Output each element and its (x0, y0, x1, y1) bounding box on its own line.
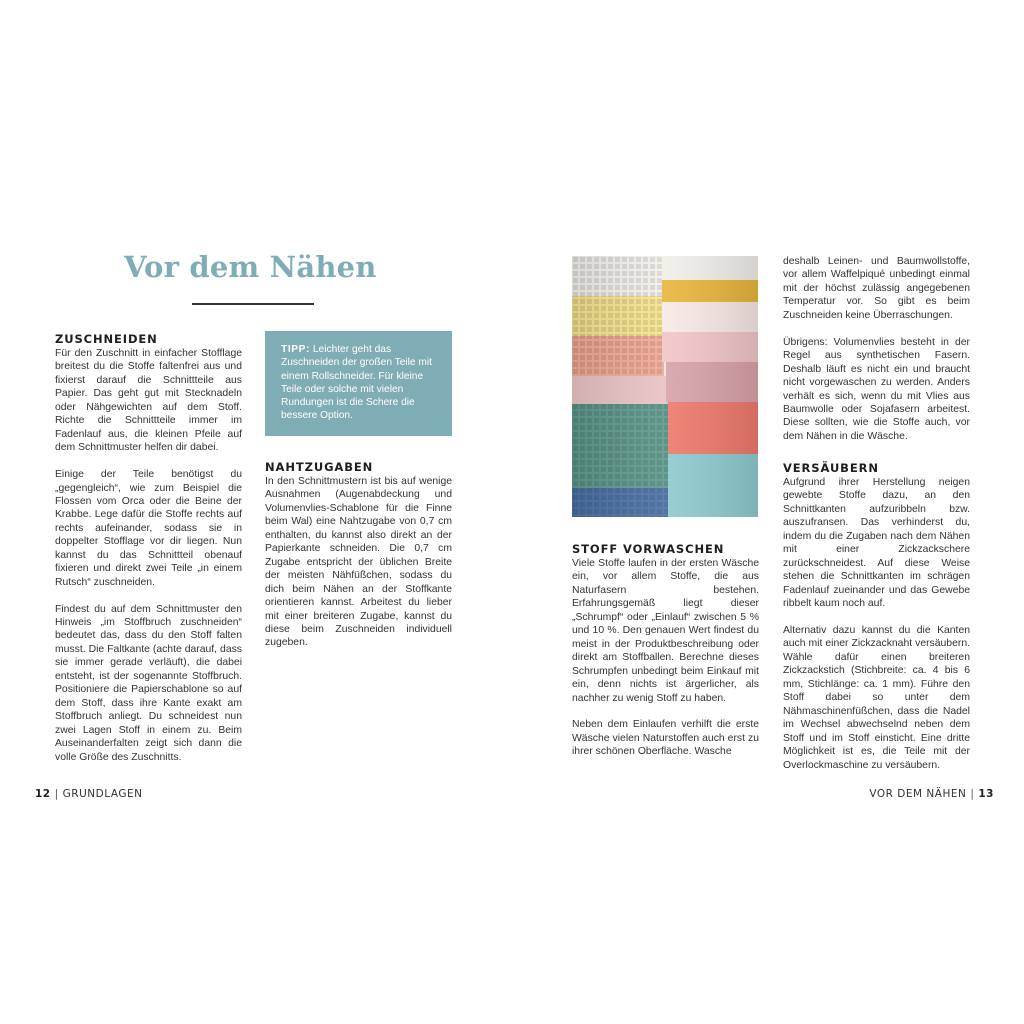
paragraph: Findest du auf dem Schnittmuster den Hinweis „im Stoffbruch zuschneiden“ bedeutet das, dass du den Stoff falten musst. Die Faltkante (achte darauf, dass sie immer gerade verläuft), die dabei entsteht, ist der sogenannte Stoffbruch. Positioniere die Papierschablone so auf dem Stoff, dass ihre Kante exakt am Stoffbruch anliegt. Du schneidest nun zwei Lagen Stoff in einem zu. Beim Auseinanderfalten zeigt sich dann die volle Größe des Zuschnitts. (55, 603, 242, 763)
text-zuschneiden (55, 347, 242, 764)
footer-separator: | (970, 788, 975, 800)
paragraph: Aufgrund ihrer Herstellung neigen gewebte Stoffe dazu, an den Schnittkanten aufzuribbeln bzw. auszufransen. Das verhinderst du, indem du die Zugaben nach dem Nähen mit einer Zickzackschere zurückschneidest. Auf diese Weise stehen die Schnittkanten im schrägen Fadenlauf zueinander und das Gewebe ribbelt kaum noch auf. (783, 477, 970, 610)
paragraph: Alternativ dazu kannst du die Kanten auch mit einer Zickzacknaht versäubern. Wähle dafür einen breiteren Zickzackstich (Stichbreite: ca. 4 bis 6 mm, Stichlänge: ca. 1 mm). Führe den Stoff dabei so unter dem Nähmaschinenfüßchen, dass die Nadel im Wechsel abwechselnd neben dem Stoff und im Stoff einsticht. Eine dritte Möglichkeit ist es, die Teile mit der Overlockmaschine zu versäubern. (783, 624, 970, 771)
footer-section: GRUNDLAGEN (62, 788, 143, 800)
heading-stoff-vorwaschen: STOFF VORWASCHEN (572, 542, 725, 556)
paragraph: Einige der Teile benötigst du „gegengleich“, wie zum Beispiel die Flossen vom Orca oder die Beine der Krabbe. Lege dafür die Stoffe rechts auf rechts aufeinander, sodass sie in doppelter Stofflage vor dir liegen. Nun kannst du das Schnittteil obenauf fixieren und direkt zwei Teile „in einem Rutsch“ zuschneiden. (55, 469, 242, 588)
tip-body: Leichter geht das Zuschneiden der großen Teile mit einem Rollschneider. Für kleine Teile oder solche mit vielen Rundungen ist die Schere die bessere Option. (281, 344, 433, 422)
paragraph: Übrigens: Volumenvlies besteht in der Regel aus synthetischen Fasern. Deshalb läuft es nicht ein und braucht nicht vorgewaschen zu werden. Anders verhält es sich, wenn du mit Vlies aus Baumwolle oder Sojafasern arbeitest. Diese sollten, wie die Stoffe auch, vor dem Nähen in die Wäsche. (783, 336, 970, 442)
paragraph: Neben dem Einlaufen verhilft die erste Wäsche vielen Naturstoffen auch erst zu ihrer schönen Oberfläche. Wasche (572, 719, 759, 758)
footer-right (869, 788, 994, 800)
tip-label: TIPP: (281, 344, 311, 355)
title-underline (192, 303, 314, 305)
paragraph: Viele Stoffe laufen in der ersten Wäsche ein, vor allem Stoffe, die aus Naturfasern bestehen. Erfahrungsgemäß liegt dieser „Schrumpf“ oder „Einlauf“ zwischen 5 % und 10 %. Den genauen Wert findest du meist in der Produktbeschreibung oder direkt am Stoffballen. Berechne dieses Schrumpfen unbedingt beim Einkauf mit ein, denn nichts ist ärgerlicher, als nachher zu wenig Stoff zu haben. (572, 558, 759, 704)
paragraph: deshalb Leinen- und Baumwollstoffe, vor allem Waffelpiqué unbedingt einmal mit der höchst zulässig angegebenen Temperatur vor. So gibt es beim Zuschneiden keine Überraschungen. (783, 256, 970, 321)
text-stoff-vorwaschen (572, 557, 759, 759)
page-number: 13 (978, 788, 994, 800)
heading-zuschneiden: ZUSCHNEIDEN (55, 332, 158, 346)
page-number: 12 (35, 788, 51, 800)
text-nahtzugaben (265, 475, 452, 650)
heading-nahtzugaben: NAHTZUGABEN (265, 460, 374, 474)
folded-waffle-fabrics-photo-icon (572, 256, 758, 517)
tip-text (281, 343, 436, 423)
text-versaeubern (783, 476, 970, 772)
paragraph: In den Schnittmustern ist bis auf wenige Ausnahmen (Augenabdeckung und Volumenvlies-Schablone für die Finne beim Wal) eine Nahtzugabe von 0,7 cm enthalten, du kannst also direkt an der Papierkante schneiden. Die 0,7 cm Zugabe entspricht der üblichen Breite der meisten Nähfüßchen, sodass du dich beim Nähen an der Stoffkante orientieren kannst. Arbeitest du lieber mit einer breiteren Zugabe, kannst du diese beim Zuschneiden individuell zugeben. (265, 476, 452, 649)
page-title: Vor dem Nähen (124, 250, 377, 284)
footer-left (35, 788, 142, 800)
paragraph: Für den Zuschnitt in einfacher Stofflage breitest du die Stoffe faltenfrei aus und fixierst darauf die Schnittteile aus Papier. Das geht gut mit Stecknadeln oder Nähgewichten auf dem Stoff. Richte die Schnittteile immer im Fadenlauf aus, die kleinen Pfeile auf dem Schnittmuster helfen dir dabei. (55, 348, 242, 454)
heading-versaeubern: VERSÄUBERN (783, 461, 879, 475)
text-column-right (783, 255, 970, 443)
footer-separator: | (54, 788, 59, 800)
tip-box (265, 331, 452, 436)
fabric-photo (572, 256, 758, 517)
footer-section: VOR DEM NÄHEN (869, 788, 967, 800)
